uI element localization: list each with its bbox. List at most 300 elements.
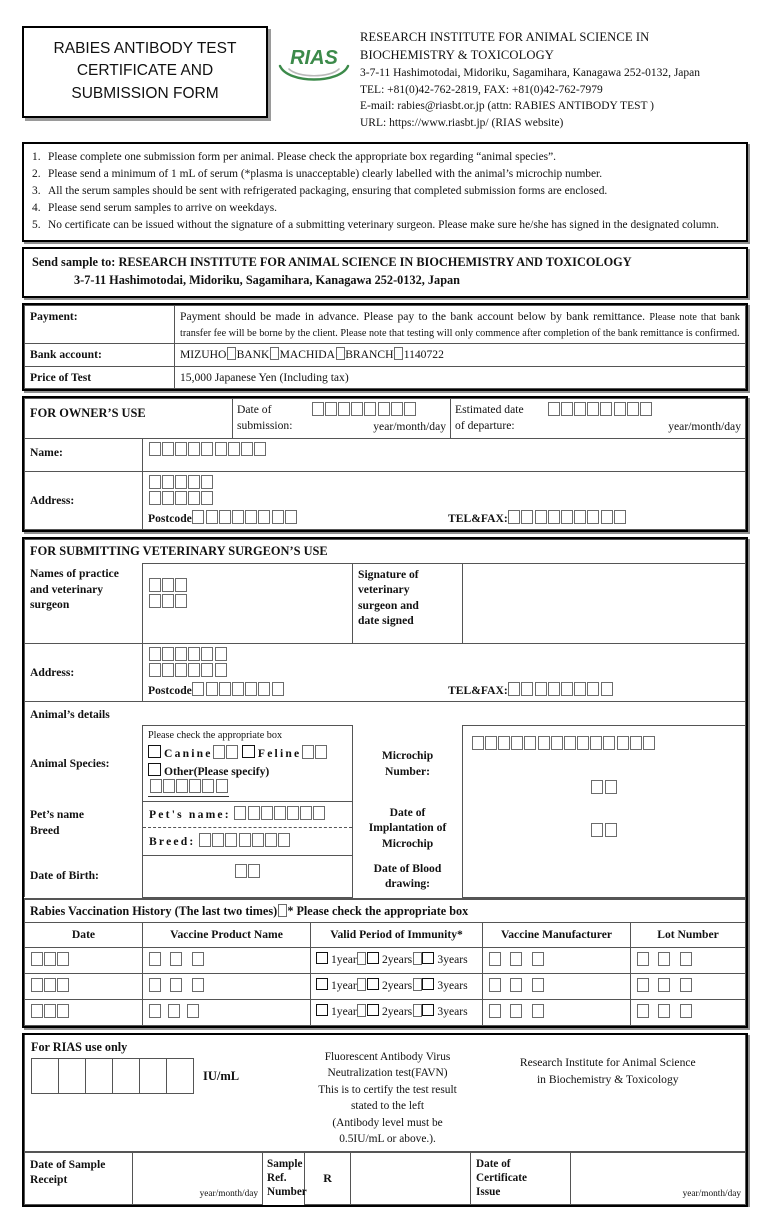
- tofu-glyph: [587, 682, 599, 696]
- tofu-glyph: [498, 736, 510, 750]
- org-email: E-mail: rabies@riasbt.or.jp (attn: RABIES ANTIBODY TEST ): [360, 100, 655, 113]
- tofu-glyph: [265, 833, 277, 847]
- tofu-glyph: [188, 475, 200, 489]
- vet-signature-label-1: Signature of: [358, 567, 419, 581]
- tofu-glyph: [564, 736, 576, 750]
- owner-telfax-field[interactable]: [448, 510, 626, 527]
- tofu-glyph: [258, 510, 270, 524]
- checkbox-icon[interactable]: [316, 952, 328, 964]
- vet-postcode-label: Postcode: [148, 683, 192, 697]
- rias-org-line-2: in Biochemistry & Toxicology: [536, 1072, 679, 1086]
- implant-label-3: Microchip: [381, 836, 434, 850]
- tofu-glyph: [31, 978, 43, 992]
- immunity-period-options[interactable]: [311, 973, 483, 999]
- send-sample-to: [24, 249, 746, 296]
- certification-statement: [305, 1035, 471, 1152]
- result-value-cells[interactable]: [31, 1058, 194, 1094]
- checkbox-icon[interactable]: [242, 745, 255, 758]
- certify-line-3: (Antibody level must be 0.5IU/mL or above.).: [332, 1116, 443, 1146]
- certificate-issue-date-input[interactable]: [571, 1152, 746, 1204]
- tofu-glyph: [228, 442, 240, 456]
- species-check-hint: Please check the appropriate box: [148, 730, 283, 742]
- bank-account-value: [175, 344, 746, 367]
- tofu-glyph: [272, 682, 284, 696]
- tofu-glyph: [227, 347, 236, 360]
- tofu-glyph: [603, 736, 615, 750]
- tofu-glyph: [163, 779, 175, 793]
- tofu-glyph: [149, 1004, 161, 1018]
- tofu-glyph: [57, 1004, 69, 1018]
- table-row: [25, 999, 746, 1025]
- tofu-glyph: [590, 736, 602, 750]
- vaccine-manufacturer-input[interactable]: [483, 973, 631, 999]
- tofu-glyph: [206, 510, 218, 524]
- tofu-glyph: [472, 736, 484, 750]
- tofu-glyph: [574, 402, 586, 416]
- checkbox-icon[interactable]: [316, 1004, 328, 1016]
- animal-details-spacer: [463, 702, 746, 726]
- table-header-row: [25, 923, 746, 948]
- petname-breed-label: [25, 801, 143, 855]
- vaccination-date-input[interactable]: [25, 947, 143, 973]
- tofu-glyph: [548, 682, 560, 696]
- tofu-glyph: [532, 1004, 544, 1018]
- org-phone-fax: TEL: +81(0)42-762-2819, FAX: +81(0)42-762-7979: [360, 83, 603, 96]
- tofu-glyph: [212, 833, 224, 847]
- tofu-glyph: [192, 952, 204, 966]
- vaccination-date-input[interactable]: [25, 999, 143, 1025]
- estimated-departure-label-1: Estimated date: [455, 403, 524, 417]
- owner-name-input[interactable]: [143, 438, 746, 471]
- column-header-product: Vaccine Product Name: [143, 923, 311, 948]
- checkbox-icon[interactable]: [148, 745, 161, 758]
- instruction-item: 1. Please complete one submission form per animal. Please check the appropriate box regarding “animal species”.: [32, 149, 738, 166]
- sample-ref-number-label: [263, 1152, 305, 1204]
- table-row: [25, 1035, 746, 1152]
- animal-details-label: Animal’s details: [25, 702, 143, 726]
- animal-details-spacer: [143, 702, 353, 726]
- tofu-glyph: [521, 682, 533, 696]
- owner-address-line-1: [148, 475, 740, 492]
- owner-address-line-2: [148, 491, 740, 508]
- tofu-glyph: [175, 491, 187, 505]
- owner-address-input[interactable]: [143, 471, 746, 530]
- vet-address-input[interactable]: [143, 643, 746, 702]
- tofu-glyph: [162, 578, 174, 592]
- tofu-glyph: [270, 347, 279, 360]
- tofu-glyph: [162, 442, 174, 456]
- vet-signature-label-4: date signed: [358, 614, 414, 628]
- sample-ref-label-1: Sample: [267, 1157, 303, 1170]
- org-name-line-2: BIOCHEMISTRY & TOXICOLOGY: [360, 48, 554, 63]
- immunity-period-options[interactable]: [311, 999, 483, 1025]
- tofu-glyph: [614, 510, 626, 524]
- tofu-glyph: [248, 864, 260, 878]
- checkbox-icon[interactable]: [367, 978, 379, 990]
- animal-species-options: [143, 726, 353, 801]
- sample-receipt-label-1: Date of Sample: [30, 1157, 106, 1171]
- table-row: [25, 399, 746, 438]
- canine-label: Canine: [164, 747, 213, 761]
- sample-ref-number-input[interactable]: [351, 1152, 471, 1204]
- cert-issue-label-3: Issue: [476, 1186, 501, 1199]
- column-header-manufacturer: Vaccine Manufacturer: [483, 923, 631, 948]
- tofu-glyph: [234, 806, 246, 820]
- sample-receipt-label-2: Receipt: [30, 1173, 68, 1187]
- tofu-glyph: [201, 442, 213, 456]
- tofu-glyph: [600, 402, 612, 416]
- vet-address-line-1: [148, 647, 740, 664]
- table-row: [25, 471, 746, 530]
- tofu-glyph: [176, 779, 188, 793]
- species-canine-option[interactable]: [148, 747, 213, 760]
- date-of-submission-label-2: submission:: [237, 419, 293, 433]
- tofu-glyph: [213, 745, 225, 759]
- microchip-label-1: Microchip: [381, 748, 434, 762]
- date-of-submission-label-1: Date of: [237, 403, 272, 417]
- species-feline-option[interactable]: [242, 747, 301, 760]
- breed-label: Breed: [30, 823, 60, 837]
- tofu-glyph: [521, 510, 533, 524]
- tofu-glyph: [278, 833, 290, 847]
- tofu-glyph: [201, 647, 213, 661]
- blood-drawing-label: [353, 855, 463, 897]
- tofu-glyph: [601, 682, 613, 696]
- immunity-option-label: 2years: [381, 952, 413, 966]
- tofu-glyph: [215, 442, 227, 456]
- svg-text:RIAS: RIAS: [290, 47, 338, 69]
- column-header-immunity: Valid Period of Immunity*: [311, 923, 483, 948]
- result-cell[interactable]: [86, 1058, 113, 1094]
- tofu-glyph: [614, 402, 626, 416]
- tofu-glyph: [680, 952, 692, 966]
- instructions-list: [24, 144, 746, 241]
- tofu-glyph: [248, 806, 260, 820]
- send-sample-label: Send sample to:: [32, 255, 116, 270]
- animal-species-label: Animal Species:: [25, 726, 143, 801]
- tofu-glyph: [149, 978, 161, 992]
- microchip-number-input[interactable]: [471, 736, 737, 753]
- tofu-glyph: [31, 1004, 43, 1018]
- tofu-glyph: [170, 978, 182, 992]
- tofu-glyph: [175, 647, 187, 661]
- page-title: [22, 26, 268, 118]
- tofu-glyph: [561, 510, 573, 524]
- tofu-glyph: [235, 864, 247, 878]
- column-header-date: Date: [25, 923, 143, 948]
- tofu-glyph: [378, 402, 390, 416]
- tofu-glyph: [357, 978, 366, 991]
- tofu-glyph: [637, 978, 649, 992]
- vet-names-input[interactable]: [143, 563, 353, 643]
- owners-use-table: [24, 398, 746, 530]
- immunity-option-label: 3years: [437, 978, 468, 992]
- tofu-glyph: [551, 736, 563, 750]
- tofu-glyph: [605, 780, 617, 794]
- tofu-glyph: [364, 402, 376, 416]
- payment-description: [175, 306, 746, 344]
- lot-number-input[interactable]: [631, 947, 746, 973]
- immunity-option-label: 1year: [331, 978, 357, 992]
- immunity-period-options[interactable]: [311, 947, 483, 973]
- instruction-item: 3. All the serum samples should be sent with refrigerated packaging, ensuring that completed submission forms are enclosed.: [32, 183, 738, 200]
- tofu-glyph: [535, 682, 547, 696]
- vaccine-product-input[interactable]: [143, 973, 311, 999]
- result-cell[interactable]: [59, 1058, 86, 1094]
- other-species-input[interactable]: [148, 779, 229, 797]
- tofu-glyph: [188, 647, 200, 661]
- rias-use-title: For RIAS use only: [31, 1039, 128, 1054]
- vet-postcode-field[interactable]: [148, 682, 448, 699]
- tofu-glyph: [587, 402, 599, 416]
- tofu-glyph: [162, 475, 174, 489]
- petname-field-label: Pet's name:: [149, 807, 231, 821]
- tofu-glyph: [658, 952, 670, 966]
- implant-label-2: Implantation of: [368, 821, 447, 835]
- result-cell[interactable]: [113, 1058, 140, 1094]
- vaccination-section-title: [25, 899, 746, 923]
- vaccine-manufacturer-input[interactable]: [483, 999, 631, 1025]
- vaccine-manufacturer-input[interactable]: [483, 947, 631, 973]
- blood-label-2: drawing:: [384, 877, 431, 891]
- vet-surgeon-table: [24, 539, 746, 898]
- result-unit-label: IU/mL: [203, 1069, 240, 1084]
- vet-names-label-3: surgeon: [30, 598, 70, 612]
- tofu-glyph: [548, 510, 560, 524]
- estimated-departure-cell: [451, 399, 746, 438]
- rias-org-line-1: Research Institute for Animal Science: [519, 1055, 696, 1069]
- date-of-submission-cell: [233, 399, 451, 438]
- checkbox-icon[interactable]: [316, 978, 328, 990]
- table-row: [25, 899, 746, 923]
- lot-number-input[interactable]: [631, 973, 746, 999]
- vet-address-label: Address:: [25, 643, 143, 702]
- bank-word-bank: BANK: [236, 348, 270, 362]
- tofu-glyph: [192, 510, 204, 524]
- date-format-hint: year/month/day: [373, 420, 447, 434]
- tofu-glyph: [162, 647, 174, 661]
- tofu-glyph: [239, 833, 251, 847]
- date-format-hint: year/month/day: [199, 1189, 258, 1200]
- tofu-glyph: [170, 952, 182, 966]
- tofu-glyph: [258, 682, 270, 696]
- instruction-item: 4. Please send serum samples to arrive on weekdays.: [32, 200, 738, 217]
- instruction-item: 2. Please send a minimum of 1 mL of serum (*plasma is unacceptable) clearly labelled with the animal’s microchip number.: [32, 166, 738, 183]
- vet-names-label-2: and veterinary: [30, 582, 104, 596]
- table-row: [25, 344, 746, 367]
- tofu-glyph: [312, 402, 324, 416]
- tofu-glyph: [313, 806, 325, 820]
- tofu-glyph: [254, 442, 266, 456]
- tofu-glyph: [44, 1004, 56, 1018]
- sample-ref-prefix: R: [305, 1152, 351, 1204]
- breed-field[interactable]: [143, 828, 352, 855]
- tofu-glyph: [338, 402, 350, 416]
- tofu-glyph: [201, 475, 213, 489]
- tofu-glyph: [511, 736, 523, 750]
- checkbox-icon[interactable]: [367, 1004, 379, 1016]
- bank-account-number: 1140722: [403, 348, 444, 362]
- checkbox-icon[interactable]: [422, 1004, 434, 1016]
- form-header: [0, 0, 770, 136]
- immunity-option-label: 1year: [331, 1004, 357, 1018]
- result-cell[interactable]: [167, 1058, 194, 1094]
- rias-org-signature: [471, 1035, 746, 1152]
- tofu-glyph: [175, 663, 187, 677]
- owner-postcode-field[interactable]: [148, 510, 448, 527]
- tofu-glyph: [168, 1004, 180, 1018]
- tofu-glyph: [391, 402, 403, 416]
- instruction-text: No certificate can be issued without the signature of a submitting veterinary surgeon. Please make sure he/she has signed in the designated column.: [48, 219, 720, 232]
- result-cell[interactable]: [140, 1058, 167, 1094]
- tofu-glyph: [300, 806, 312, 820]
- tofu-glyph: [241, 442, 253, 456]
- vet-telfax-field[interactable]: [448, 682, 613, 699]
- tofu-glyph: [192, 978, 204, 992]
- tofu-glyph: [640, 402, 652, 416]
- tofu-glyph: [302, 745, 314, 759]
- tofu-glyph: [510, 1004, 522, 1018]
- tofu-glyph: [188, 491, 200, 505]
- form-title-line-3: SUBMISSION FORM: [71, 84, 219, 102]
- tofu-glyph: [413, 978, 422, 991]
- vaccine-product-input[interactable]: [143, 947, 311, 973]
- tofu-glyph: [232, 682, 244, 696]
- breed-field-label: Breed:: [149, 835, 196, 849]
- tofu-glyph: [574, 510, 586, 524]
- other-label: Other(Please specify): [164, 764, 270, 778]
- tofu-glyph: [508, 682, 520, 696]
- form-title-line-1: RABIES ANTIBODY TEST: [53, 40, 237, 57]
- checkbox-icon[interactable]: [367, 952, 379, 964]
- tofu-glyph: [315, 745, 327, 759]
- organization-info: [360, 26, 748, 132]
- tofu-glyph: [175, 578, 187, 592]
- checkbox-icon[interactable]: [422, 952, 434, 964]
- date-of-birth-input[interactable]: [143, 855, 353, 897]
- vet-and-animal-box: [22, 537, 748, 1027]
- estimated-departure-label-2: of departure:: [455, 419, 515, 433]
- sample-receipt-date-input[interactable]: [133, 1152, 263, 1204]
- cert-issue-label-1: Date of: [476, 1157, 511, 1170]
- tofu-glyph: [252, 833, 264, 847]
- vet-names-label-1: Names of practice: [30, 567, 119, 581]
- price-of-test-label: Price of Test: [25, 366, 175, 389]
- table-row: [25, 702, 746, 726]
- tofu-glyph: [272, 510, 284, 524]
- tofu-glyph: [325, 402, 337, 416]
- tofu-glyph: [274, 806, 286, 820]
- vaccination-title-note: * Please check the appropriate box: [287, 903, 469, 918]
- table-row: [25, 540, 746, 564]
- microchip-input-area[interactable]: [463, 726, 746, 897]
- payment-text-small: Please note that bank transfer fee will be borne by the client. Please note that testing will only commence after completion of the bank remittance is confirmed.: [180, 312, 740, 339]
- tofu-glyph: [489, 952, 501, 966]
- rias-logo: [268, 26, 360, 88]
- date-of-birth-label: Date of Birth:: [25, 855, 143, 897]
- owner-address-label: Address:: [25, 471, 143, 530]
- vaccination-date-input[interactable]: [25, 973, 143, 999]
- blood-label-1: Date of Blood: [373, 861, 442, 875]
- vaccination-history-table: [24, 898, 746, 1026]
- owner-telfax-label: TEL&FAX:: [448, 511, 508, 525]
- vaccine-product-input[interactable]: [143, 999, 311, 1025]
- species-other-option[interactable]: [148, 763, 347, 797]
- tofu-glyph: [201, 491, 213, 505]
- microchip-number-label: [353, 726, 463, 801]
- tofu-glyph: [232, 510, 244, 524]
- checkbox-icon[interactable]: [148, 763, 161, 776]
- tofu-glyph: [627, 402, 639, 416]
- result-cell[interactable]: [31, 1058, 59, 1094]
- lot-number-input[interactable]: [631, 999, 746, 1025]
- tofu-glyph: [245, 510, 257, 524]
- tofu-glyph: [357, 1004, 366, 1017]
- certify-line-2: This is to certify the test result stated to the left: [318, 1083, 457, 1113]
- owner-name-label: Name:: [25, 438, 143, 471]
- tofu-glyph: [215, 663, 227, 677]
- table-row: [25, 1152, 746, 1204]
- tofu-glyph: [162, 491, 174, 505]
- tofu-glyph: [561, 682, 573, 696]
- payment-text-main: Payment should be made in advance. Please pay to the bank account below by bank remittance.: [180, 310, 646, 324]
- petname-label: Pet’s name: [30, 808, 84, 822]
- payment-table: [24, 305, 746, 389]
- vet-practice-name: [148, 578, 347, 595]
- tofu-glyph: [285, 510, 297, 524]
- sample-ref-label-2: Ref.: [267, 1172, 287, 1185]
- estimated-departure-input[interactable]: [547, 402, 741, 419]
- microchip-label-2: Number:: [384, 764, 431, 778]
- tofu-glyph: [201, 663, 213, 677]
- vet-address-line-2: [148, 663, 740, 680]
- petname-field[interactable]: [143, 802, 352, 829]
- table-row: [25, 366, 746, 389]
- bank-branch-name: MACHIDA: [279, 348, 336, 362]
- table-row: [25, 947, 746, 973]
- tofu-glyph: [548, 402, 560, 416]
- tofu-glyph: [489, 978, 501, 992]
- date-format-hint: year/month/day: [682, 1189, 741, 1200]
- implantation-date-input[interactable]: [471, 780, 737, 797]
- date-of-submission-input[interactable]: [311, 402, 446, 419]
- tofu-glyph: [510, 952, 522, 966]
- tofu-glyph: [658, 1004, 670, 1018]
- tofu-glyph: [162, 663, 174, 677]
- tofu-glyph: [149, 491, 161, 505]
- tofu-glyph: [31, 952, 43, 966]
- tofu-glyph: [680, 978, 692, 992]
- vet-signature-input[interactable]: [463, 563, 746, 643]
- tofu-glyph: [187, 1004, 199, 1018]
- tofu-glyph: [591, 823, 603, 837]
- tofu-glyph: [524, 736, 536, 750]
- blood-drawing-date-input[interactable]: [471, 823, 737, 840]
- vet-surgeon-name: [148, 594, 347, 611]
- tofu-glyph: [149, 952, 161, 966]
- table-row: [25, 563, 746, 643]
- tofu-glyph: [261, 806, 273, 820]
- tofu-glyph: [149, 663, 161, 677]
- tofu-glyph: [394, 347, 403, 360]
- certify-line-1: Fluorescent Antibody Virus Neutralization test(FAVN): [324, 1050, 451, 1080]
- tofu-glyph: [192, 682, 204, 696]
- checkbox-icon[interactable]: [422, 978, 434, 990]
- rias-logo-icon: [274, 36, 354, 88]
- tofu-glyph: [658, 978, 670, 992]
- rias-result-area: [25, 1035, 305, 1152]
- tofu-glyph: [149, 647, 161, 661]
